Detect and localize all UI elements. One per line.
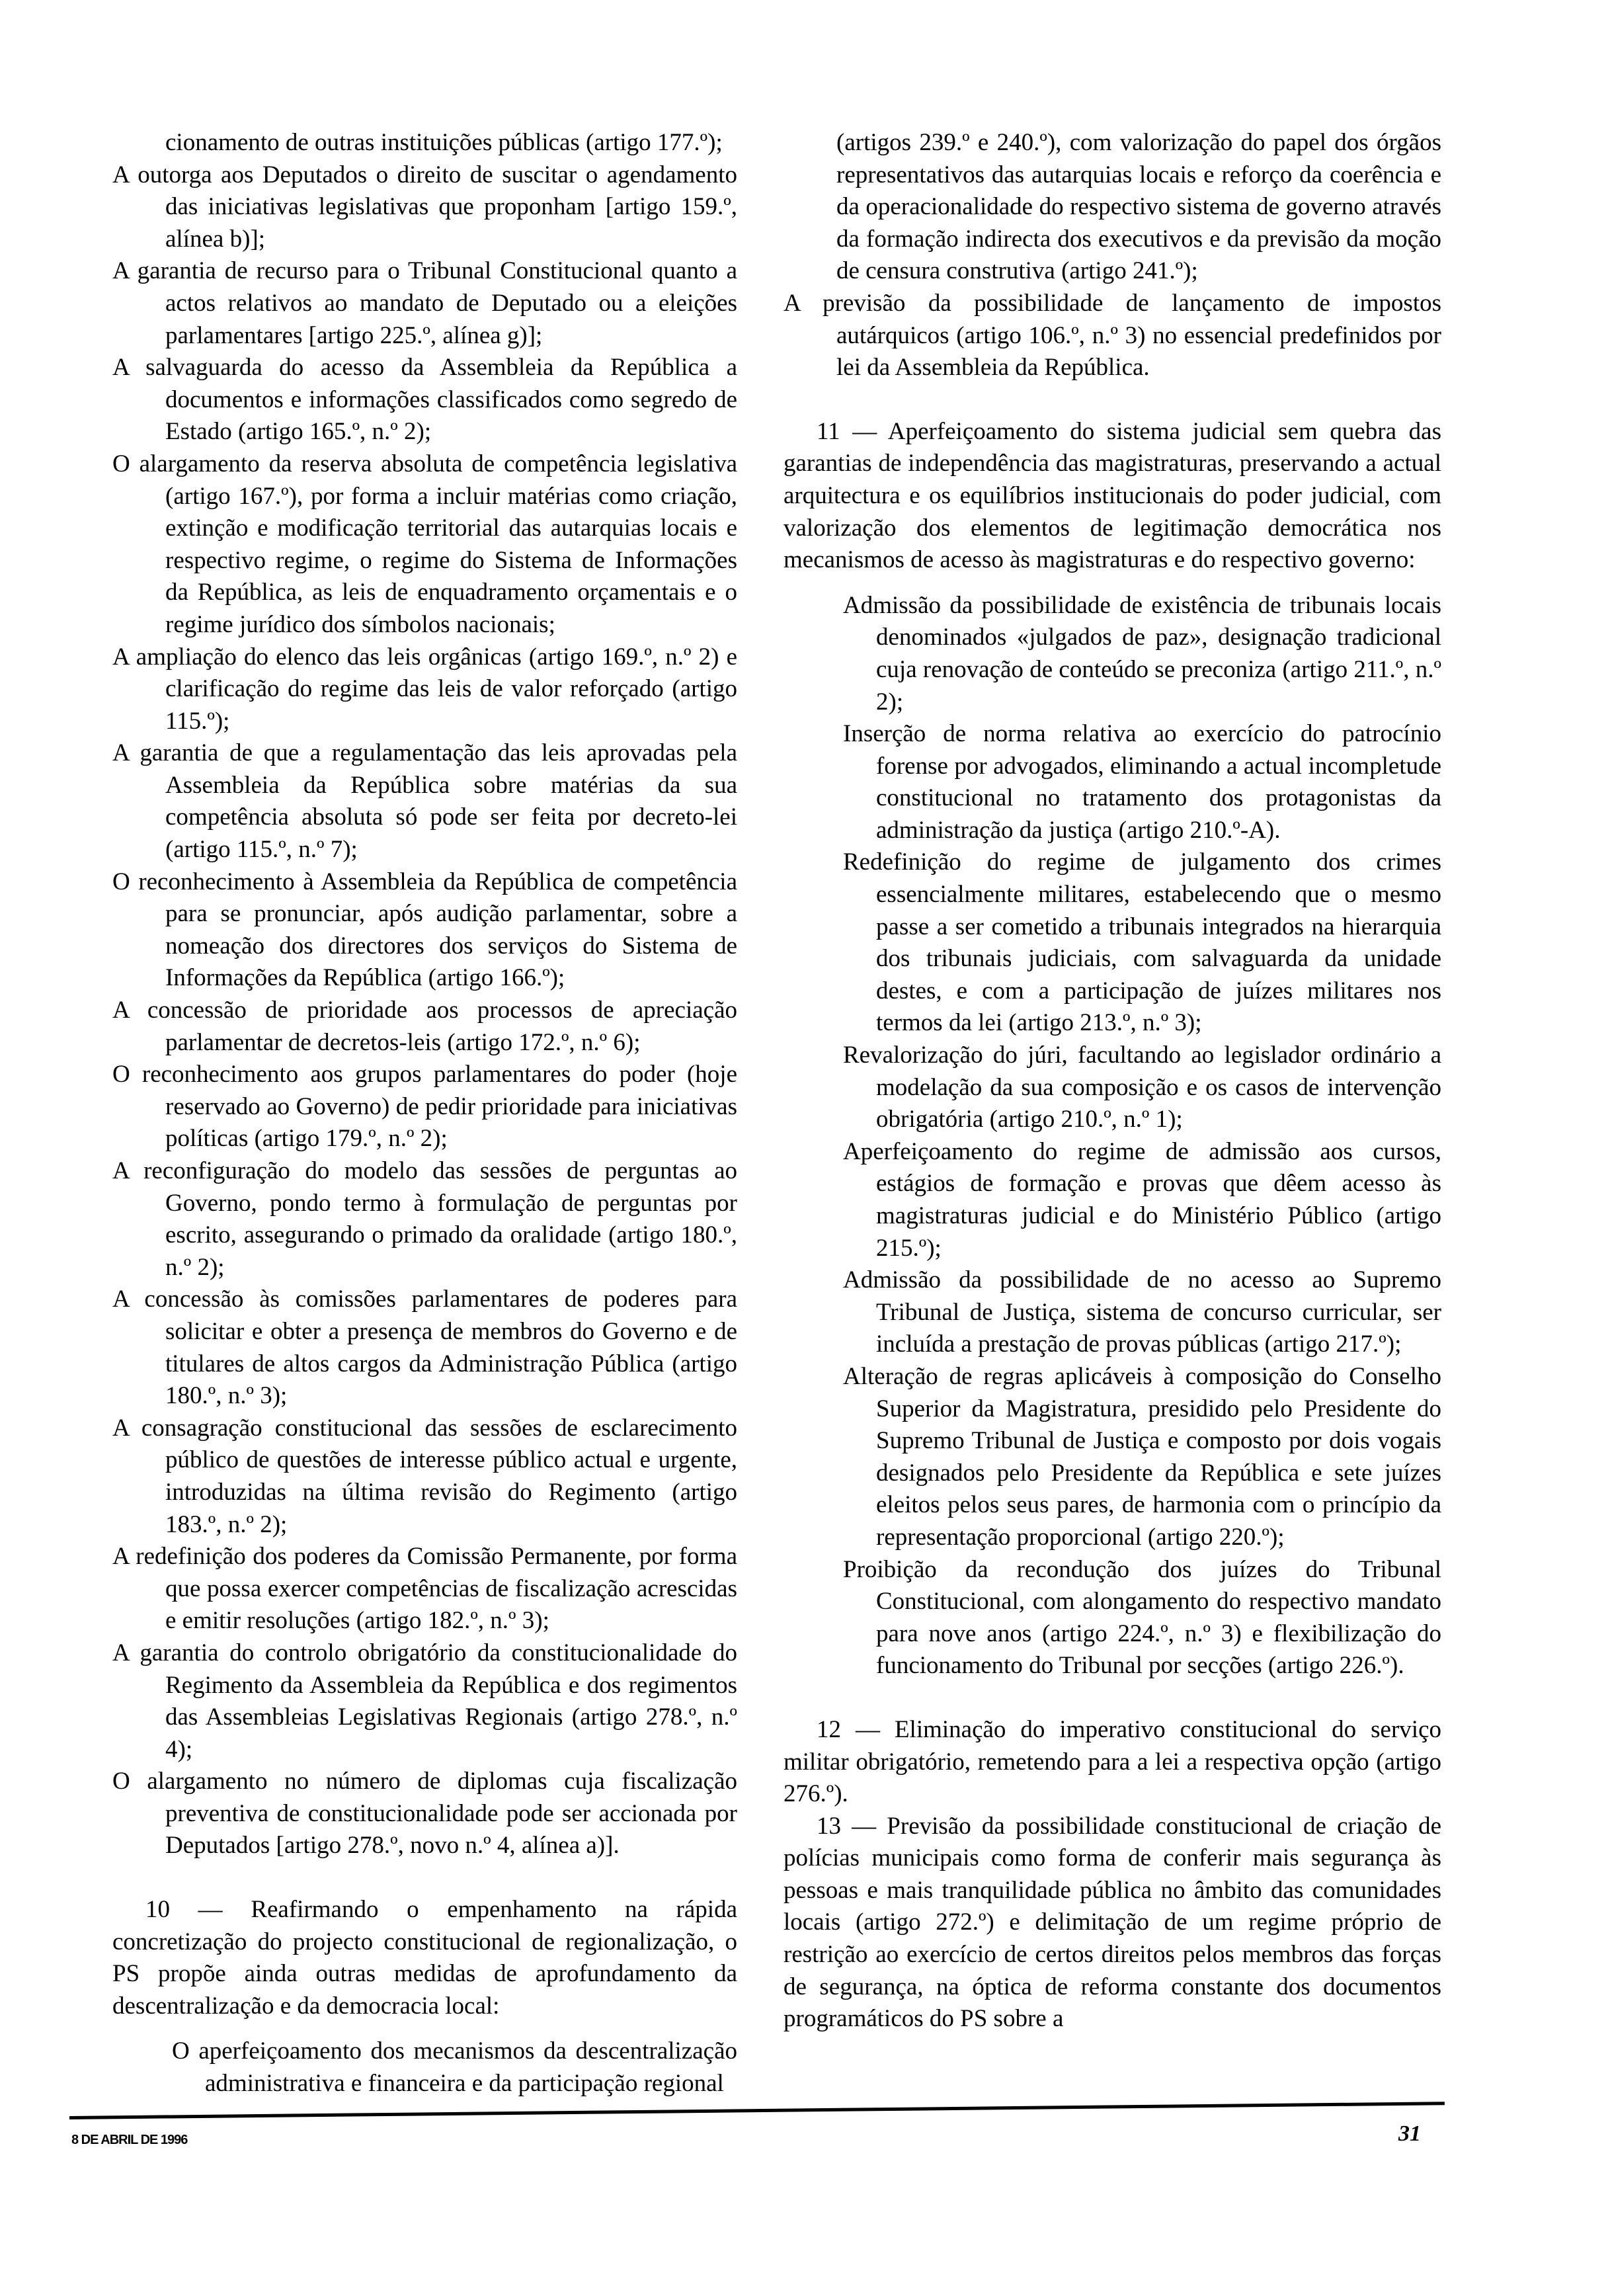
left-column — [112, 127, 737, 2100]
paragraph-10: 10 — Reafirmando o empenhamento na rápida concretização do projecto constitucional de regionalização, o PS propõe ainda outras medidas de aprofundamento da descentralização e da democracia local: — [112, 1896, 737, 2020]
footer-date: 8 DE ABRIL DE 1996 — [71, 2133, 188, 2147]
paragraph-12: 12 — Eliminação do imperativo constitucional do serviço militar obrigatório, remetendo para a lei a respectiva opção (artigo 276.º). — [784, 1715, 1441, 1808]
list-item: A ampliação do elenco das leis orgânicas (artigo 169.º, n.º 2) e clarificação do regime das leis de valor reforçado (artigo 115.º); — [112, 643, 737, 735]
list-item: O reconhecimento à Assembleia da República de competência para se pronunciar, após audição parlamentar, sobre a nomeação dos directores dos serviços do Sistema de Informações da República (artigo 166.º); — [112, 868, 737, 992]
list-item: A garantia do controlo obrigatório da constitucionalidade do Regimento da Assembleia da República e dos regimentos das Assembleias Legislativas Regionais (artigo 278.º, n.º 4); — [112, 1639, 737, 1763]
list-item: A outorga aos Deputados o direito de suscitar o agendamento das iniciativas legislativas que proponham [artigo 159.º, alínea b)]; — [112, 161, 737, 253]
list-item: A garantia de recurso para o Tribunal Constitucional quanto a actos relativos ao mandato de Deputado ou a eleições parlamentares [artigo 225.º, alínea g)]; — [112, 257, 737, 349]
list-item: Inserção de norma relativa ao exercício do patrocínio forense por advogados, eliminando a actual incompletude constitucional no tratamento dos protagonistas da administração da justiça (artigo 210.º-A). — [843, 720, 1441, 844]
list-item: Revalorização do júri, facultando ao legislador ordinário a modelação da sua composição e os casos de intervenção obrigatória (artigo 210.º, n.º 1); — [843, 1042, 1441, 1133]
list-item: O aperfeiçoamento dos mecanismos da descentralização administrativa e financeira e da participação regional — [172, 2037, 737, 2098]
list-item: A salvaguarda do acesso da Assembleia da República a documentos e informações classificados como segredo de Estado (artigo 165.º, n.º 2); — [112, 354, 737, 446]
list-item: Aperfeiçoamento do regime de admissão aos cursos, estágios de formação e provas que dêem acesso às magistraturas judicial e do Ministério Público (artigo 215.º); — [843, 1137, 1441, 1262]
list-item: A redefinição dos poderes da Comissão Permanente, por forma que possa exercer competências de fiscalização acrescidas e emitir resoluções (artigo 182.º, n.º 3); — [112, 1543, 737, 1635]
list-item: A previsão da possibilidade de lançamento de impostos autárquicos (artigo 106.º, n.º 3) no essencial predefinidos por lei da Assembleia da República. — [784, 289, 1441, 382]
list-item: cionamento de outras instituições públicas (artigo 177.º); — [165, 129, 723, 156]
list-item: Redefinição do regime de julgamento dos crimes essencialmente militares, estabelecendo que o mesmo passe a ser cometido a tribunais integrados na hierarquia dos tribunais judiciais, com salvaguarda da unidade destes, e com a participação de juízes militares nos termos da lei (artigo 213.º, n.º 3); — [843, 848, 1441, 1037]
right-column — [784, 127, 1441, 2035]
list-item: O alargamento no número de diplomas cuja fiscalização preventiva de constitucionalidade pode ser accionada por Deputados [artigo 278.º, novo n.º 4, alínea a)]. — [112, 1768, 737, 1860]
list-item: Proibição da recondução dos juízes do Tribunal Constitucional, com alongamento do respectivo mandato para nove anos (artigo 224.º, n.º 3) e flexibilização do funcionamento do Tribunal por secções (artigo 226.º). — [843, 1555, 1441, 1680]
paragraph-13: 13 — Previsão da possibilidade constitucional de criação de polícias municipais como forma de conferir mais segurança às pessoas e mais tranquilidade pública no âmbito das comunidades locais (artigo 272.º) e delimitação de um regime próprio de restrição ao exercício de certos direitos pelos membros das forças de segurança, na óptica de reforma constante dos documentos programáticos do PS sobre a — [784, 1812, 1441, 2033]
list-item: (artigos 239.º e 240.º), com valorização do papel dos órgãos representativos das autarquias locais e reforço da coerência e da operacionalidade do respectivo sistema de governo através da formação indirecta dos executivos e da previsão da moção de censura construtiva (artigo 241.º); — [836, 129, 1441, 285]
list-item: A concessão de prioridade aos processos de apreciação parlamentar de decretos-leis (artigo 172.º, n.º 6); — [112, 997, 737, 1056]
list-item: A reconfiguração do modelo das sessões de perguntas ao Governo, pondo termo à formulação de perguntas por escrito, assegurando o primado da oralidade (artigo 180.º, n.º 2); — [112, 1157, 737, 1281]
list-item: O reconhecimento aos grupos parlamentares do poder (hoje reservado ao Governo) de pedir prioridade para iniciativas políticas (artigo 179.º, n.º 2); — [112, 1061, 737, 1153]
footer-rule — [69, 2102, 1445, 2119]
list-item: A consagração constitucional das sessões de esclarecimento público de questões de interesse público actual e urgente, introduzidas na última revisão do Regimento (artigo 183.º, n.º 2); — [112, 1414, 737, 1538]
paragraph-11: 11 — Aperfeiçoamento do sistema judicial sem quebra das garantias de independência das magistraturas, preservando a actual arquitectura e os equilíbrios institucionais do poder judicial, com valorização dos elementos de legitimação democrática nos mecanismos de acesso às magistraturas e do respectivo governo: — [784, 417, 1441, 574]
list-item: Admissão da possibilidade de no acesso ao Supremo Tribunal de Justiça, sistema de concurso curricular, ser incluída a prestação de provas públicas (artigo 217.º); — [843, 1266, 1441, 1358]
list-item: O alargamento da reserva absoluta de competência legislativa (artigo 167.º), por forma a incluir matérias como criação, extinção e modificação territorial das autarquias locais e respectivo regime, o regime do Sistema de Informações da República, as leis de enquadramento orçamentais e o regime jurídico dos símbolos nacionais; — [112, 450, 737, 638]
list-item: Admissão da possibilidade de existência de tribunais locais denominados «julgados de paz», designação tradicional cuja renovação de conteúdo se preconiza (artigo 211.º, n.º 2); — [843, 591, 1441, 716]
list-item: A concessão às comissões parlamentares de poderes para solicitar e obter a presença de membros do Governo e de titulares de altos cargos da Administração Pública (artigo 180.º, n.º 3); — [112, 1286, 737, 1410]
list-item: A garantia de que a regulamentação das leis aprovadas pela Assembleia da República sobre matérias da sua competência absoluta só pode ser feita por decreto-lei (artigo 115.º, n.º 7); — [112, 739, 737, 864]
page-number: 31 — [1398, 2121, 1421, 2146]
list-item: Alteração de regras aplicáveis à composição do Conselho Superior da Magistratura, presidido pelo Presidente do Supremo Tribunal de Justiça e composto por dois vogais designados pelo Presidente da República e sete juízes eleitos pelos seus pares, de harmonia com o princípio da representação proporcional (artigo 220.º); — [843, 1362, 1441, 1551]
